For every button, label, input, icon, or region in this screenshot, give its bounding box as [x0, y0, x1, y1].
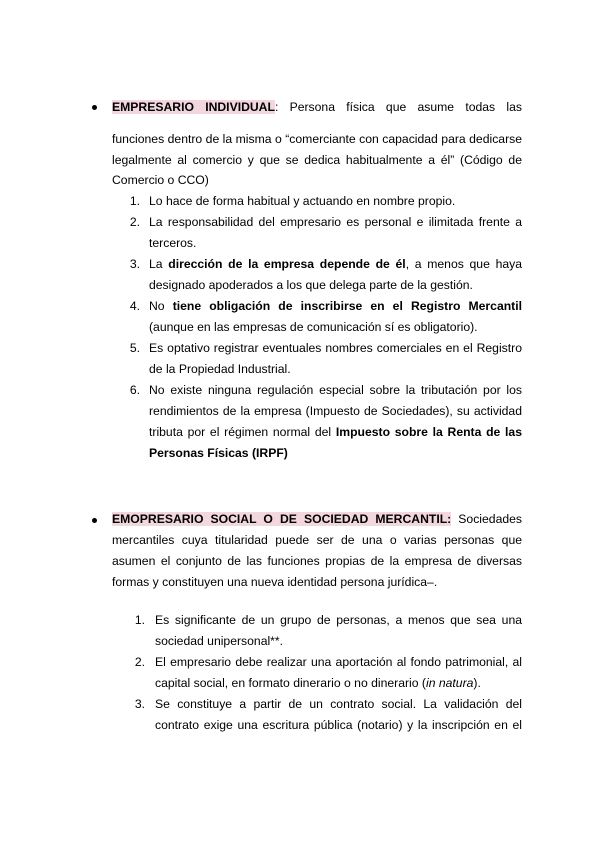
list-item: La dirección de la empresa depende de él, a menos que haya — [149, 257, 522, 271]
list-item: La responsabilidad del empresario es personal e ilimitada frente a — [149, 215, 522, 229]
section2-heading: EMOPRESARIO SOCIAL O DE SOCIEDAD MERCANTIL: — [112, 512, 452, 526]
list-item: designado apoderados a los que delega parte de la gestión. — [149, 278, 473, 292]
section1-intro-line: funciones dentro de la misma o “comerciante con capacidad para dedicarse — [112, 132, 522, 146]
list-item: contrato exige una escritura pública (notario) y la inscripción en el — [155, 718, 522, 732]
list-item: de la Propiedad Industrial. — [149, 362, 291, 376]
list-item: Es significante de un grupo de personas, a menos que sea una — [155, 613, 522, 627]
bullet-icon — [92, 105, 97, 110]
list-number: 1. — [134, 613, 145, 627]
list-item: No existe ninguna regulación especial sobre la tributación por los — [149, 383, 522, 397]
list-item: tributa por el régimen normal del Impuesto sobre la Renta de las — [149, 425, 522, 439]
list-number: 1. — [129, 194, 140, 208]
list-item: El empresario debe realizar una aportación al fondo patrimonial, al — [155, 655, 522, 669]
list-number: 2. — [134, 655, 145, 669]
list-item: Es optativo registrar eventuales nombres comerciales en el Registro — [149, 341, 522, 355]
list-number: 5. — [129, 341, 140, 355]
list-number: 3. — [129, 257, 140, 271]
list-number: 2. — [129, 215, 140, 229]
list-number: 3. — [134, 697, 145, 711]
section1-heading: EMPRESARIO INDIVIDUAL — [112, 100, 275, 114]
bullet-icon — [92, 518, 97, 523]
section1-intro-line: EMPRESARIO INDIVIDUAL: Persona física que asume todas las — [112, 100, 522, 114]
list-item: No tiene obligación de inscribirse en el Registro Mercantil — [149, 299, 522, 313]
list-item: terceros. — [149, 236, 197, 250]
list-item: (aunque en las empresas de comunicación sí es obligatorio). — [149, 320, 478, 334]
list-item: Lo hace de forma habitual y actuando en nombre propio. — [149, 194, 456, 208]
section1-intro-line: legalmente al comercio y que se dedica habitualmente a él” (Código de — [112, 153, 522, 167]
list-number: 4. — [129, 299, 140, 313]
section2-intro-line: mercantiles cuya titularidad puede ser de una o varias personas que — [112, 533, 522, 547]
list-number: 6. — [129, 383, 140, 397]
section2-intro-line: EMOPRESARIO SOCIAL O DE SOCIEDAD MERCANTIL: Sociedades — [112, 512, 522, 526]
section2-intro-line: formas y constituyen una nueva identidad persona jurídica–. — [112, 575, 438, 589]
section2-intro-line: asumen el conjunto de las funciones propias de la empresa de diversas — [112, 554, 522, 568]
list-item: Personas Físicas (IRPF) — [149, 446, 288, 460]
section1-intro-line: Comercio o CCO) — [112, 173, 209, 187]
list-item: capital social, en formato dinerario o no dinerario (in natura). — [155, 676, 481, 690]
list-item: Se constituye a partir de un contrato social. La validación del — [155, 697, 522, 711]
list-item: rendimientos de la empresa (Impuesto de Sociedades), su actividad — [149, 404, 522, 418]
list-item: sociedad unipersonal**. — [155, 634, 284, 648]
